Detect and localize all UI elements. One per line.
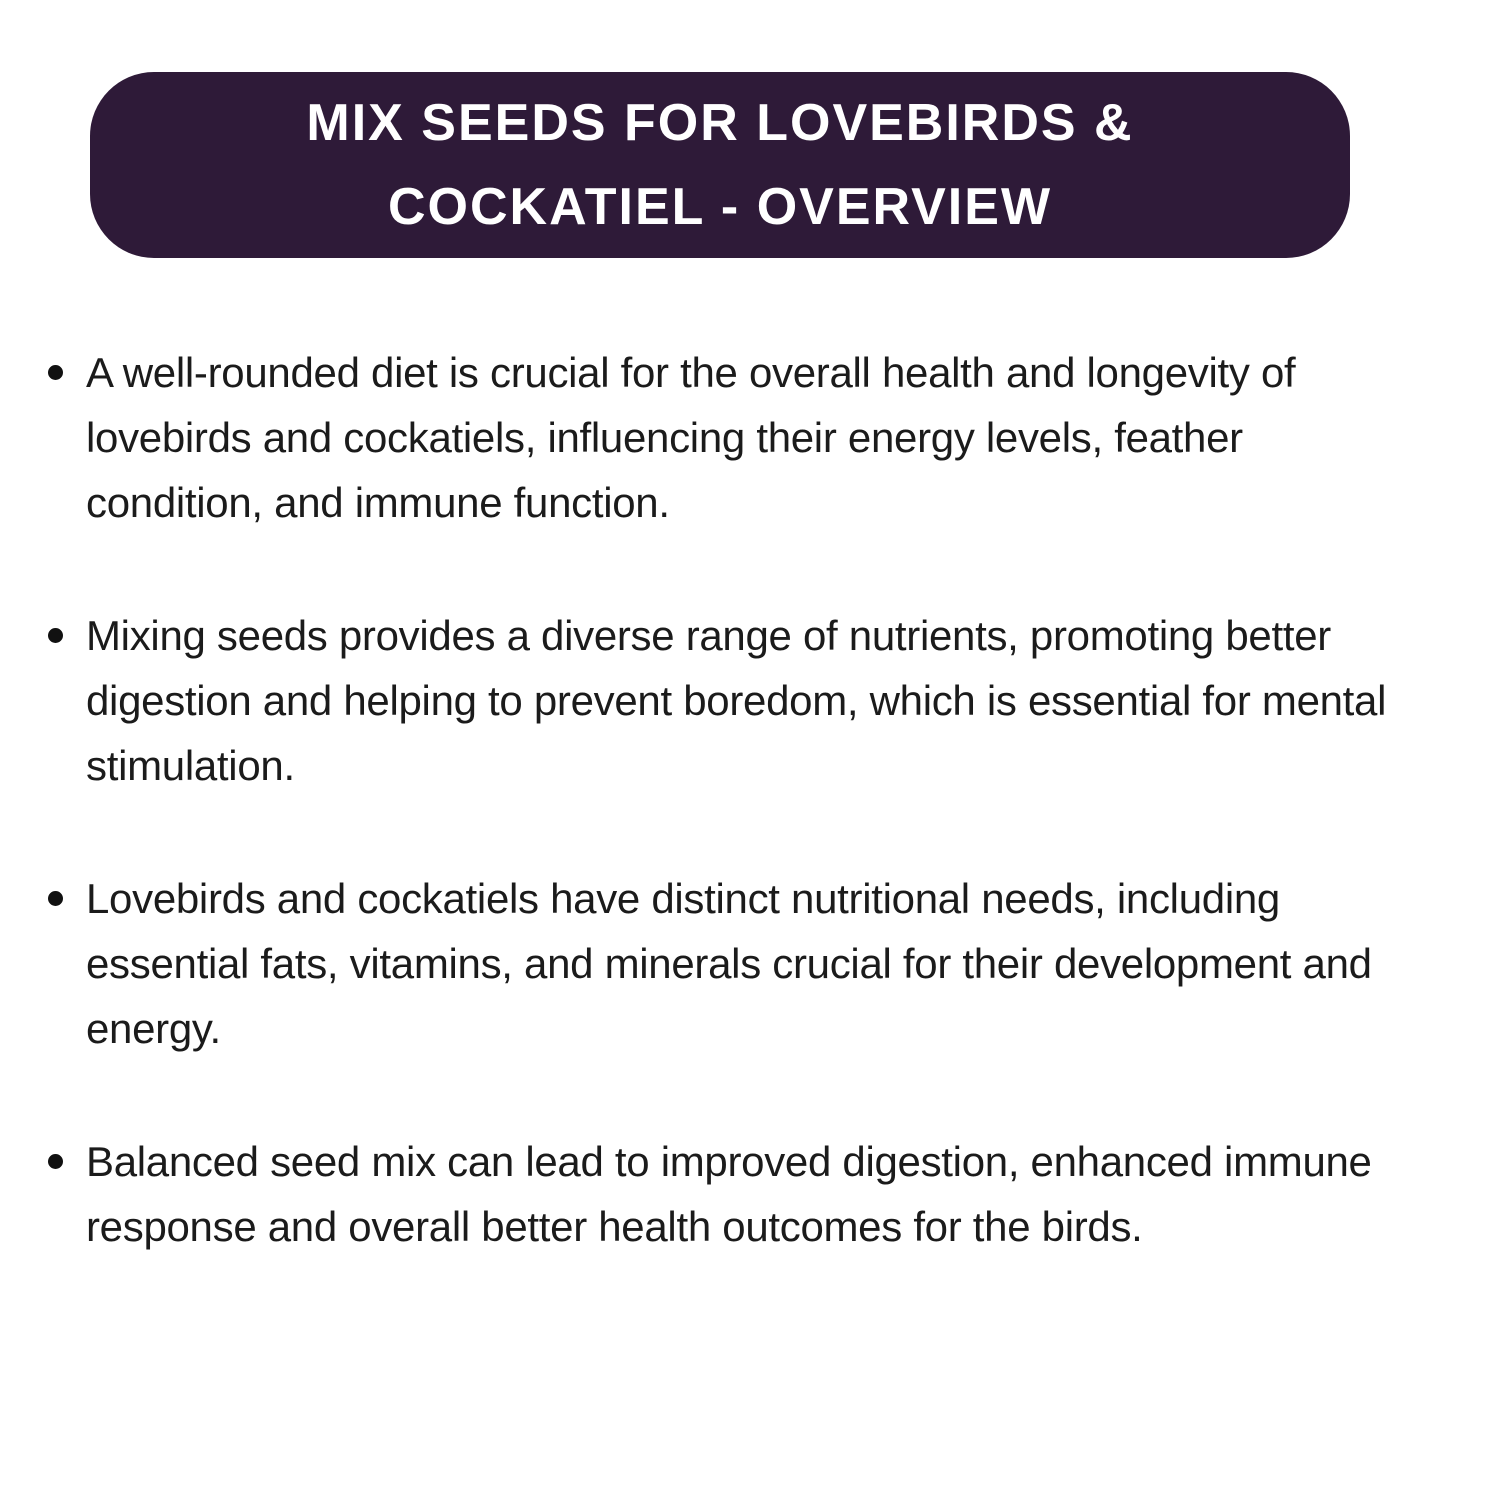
bullet-item [48,603,1418,798]
bullet-dot-icon [48,1154,63,1169]
bullet-text: Lovebirds and cockatiels have distinct nutritional needs, including essential fats, vitamins, and minerals crucial for their development and energy. [86,875,1372,1052]
title-line-2: COCKATIEL - OVERVIEW [387,178,1053,236]
bullet-dot-icon [48,891,63,906]
bullet-list [48,340,1418,1327]
bullet-dot-icon [48,628,63,643]
title-line-1: MIX SEEDS FOR LOVEBIRDS & [306,94,1134,152]
bullet-text: Balanced seed mix can lead to improved digestion, enhanced immune response and overall better health outcomes for the birds. [86,1138,1372,1250]
bullet-dot-icon [48,365,63,380]
bullet-item [48,1129,1418,1259]
bullet-item [48,866,1418,1061]
bullet-text: A well-rounded diet is crucial for the overall health and longevity of lovebirds and cockatiels, influencing their energy levels, feather condition, and immune function. [86,349,1296,526]
bullet-item [48,340,1418,535]
title-banner [90,72,1350,258]
bullet-text: Mixing seeds provides a diverse range of nutrients, promoting better digestion and helping to prevent boredom, which is essential for mental stimulation. [86,612,1387,789]
